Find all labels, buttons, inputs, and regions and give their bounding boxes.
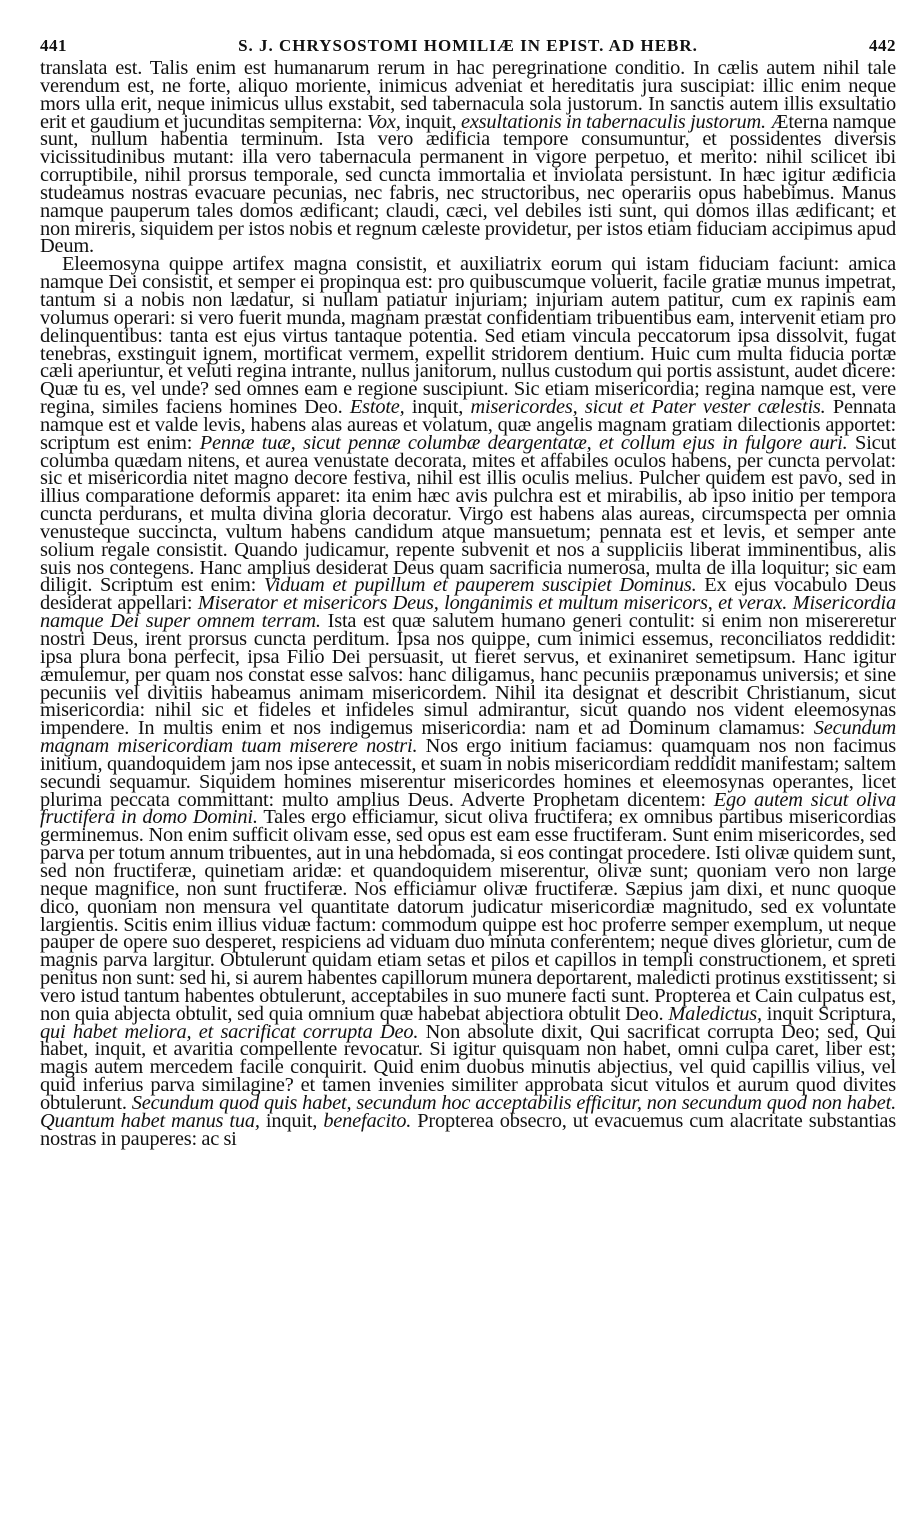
italic-quotation: Secundum quod quis habet, secundum hoc acceptabilis efficitur, non secundum quod non habet. Quantum habet manus tua, bbox=[40, 1091, 896, 1132]
running-title: S. J. CHRYSOSTOMI HOMILIÆ IN EPIST. AD HEBR. bbox=[238, 36, 698, 55]
italic-quotation: Estote, bbox=[349, 396, 405, 419]
text-run: Ex ejus vocabulo Deus desiderat appellari: bbox=[40, 574, 896, 615]
text-run: Sicut columba quædam nitens, et aurea venustate decorata, mites et affabiles oculos habens, per cuncta pervolat: sic et misericordia nitet magno decore festiva, nihil est illis oculis melius. Pulcher quidem est pavo, sed in illius comparatione deformis apparet: ita enim hæc avis pulchra est et mirabilis, ab ipso initio per tempora cuncta perdurans, et multa divina gloria decoratur. Virgo est habens alas aureas, circumspecta per omnia venusteque succincta, vultum habens candidum atque mansuetum; pennata est et levis, et semper ante solium regale consistit. Quando judicamur, repente subvenit et nos a suppliciis liberat imminentibus, alis suis nos contegens. Hanc amplius desiderat Deus quam sacrificia numerosa, multa de illa loquitur; sic eam diligit. Scriptum est enim: bbox=[40, 431, 896, 597]
text-run: inquit, bbox=[404, 396, 471, 419]
italic-quotation: Vox, bbox=[366, 110, 401, 133]
italic-quotation: qui habet meliora, et sacrificat corrupta Deo. bbox=[40, 1020, 419, 1043]
text-run: Æterna namque sunt, nullum habentia terminum. Ista vero ædificia tempore consumuntur, et possidentes diversis vicissitudinibus mutant: illa vero tabernacula permanent in vigore perpetuo, et merito: nihil scilicet ibi corruptibile, nihil prorsus temporale, sed cuncta immortalia et inviolata persistunt. In hæc igitur ædificia studeamus nostras evacuare pecunias, nec fabris, nec structoribus, nec operariis opus habebimus. Manus namque pauperum tales domos ædificant; claudi, cæci, vel debiles isti sunt, qui domos illas ædificant; et non mireris, siquidem per istos nobis et regnum cæleste providetur, per istos etiam fiduciam accipimus apud Deum. bbox=[40, 110, 896, 258]
italic-quotation: benefacito. bbox=[323, 1109, 412, 1132]
paragraph-1 bbox=[40, 57, 896, 258]
italic-quotation: Pennæ tuæ, sicut pennæ columbæ deargentatæ, et collum ejus in fulgore auri. bbox=[199, 431, 848, 454]
text-run: Propterea obsecro, ut evacuemus cum alacritate substantias nostras in pauperes: ac si bbox=[40, 1109, 896, 1150]
text-run: inquit, bbox=[259, 1109, 324, 1132]
running-header bbox=[40, 36, 896, 58]
text-run: Nos ergo initium faciamus: quamquam nos non facimus initium, quandoquidem jam nos ipse antecessit, et suam in nobis misericordiam reddidit manifestam; saltem secundi sequamur. Siquidem homines miserentur misericordes homines et eleemosynas operantes, licet plurima peccata committant: multo amplius Deus. Adverte Prophetam dicentem: bbox=[40, 735, 896, 811]
italic-quotation: Secundum magnam misericordiam tuam miserere nostri. bbox=[40, 717, 896, 758]
text-run: Ista est quæ salutem humano generi contulit: si enim non misereretur nostri Deus, irent prorsus cuncta perditum. Ipsa nos quippe, cum inimici essemus, reconciliatos reddidit: ipsa plura bona perfecit, ipsa Filio Dei persuasit, ut fieret servus, et exinaniret semetipsum. Hanc igitur æmulemur, per quam nos constat esse salvos: hanc diligamus, hanc pecuniis præponamus universis; et sine pecuniis vel divitiis habeamus animam misericordem. Nihil ita designat et describit Christianum, sicut misericordia: nihil sic et fideles et infideles simul admirantur, sicut quando nos vident eleemosynas impendere. In multis enim et nos indigemus misericordia: nam et ad Dominum clamamus: bbox=[40, 610, 896, 740]
text-run: Pennata namque est et valde levis, habens alas aureas et volatum, quæ angelis magnam gratiam dilectionis apportet: scriptum est enim: bbox=[40, 396, 897, 454]
body-text bbox=[40, 57, 897, 1150]
page-number-left: 441 bbox=[40, 36, 67, 55]
italic-quotation: misericordes, sicut et Pater vester cælestis. bbox=[470, 396, 826, 419]
text-run: Tales ergo efficiamur, sicut oliva fructifera; ex omnibus partibus misericordias germinemus. Non enim sufficit olivam esse, sed opus est eam esse fructiferam. Sunt enim misericordes, sed parva per totum annum tribuentes, aut in una hebdomada, si eos contingat procedere. Isti olivæ quidem sunt, sed non fructiferæ, quinetiam aridæ: et quandoquidem miserentur, olivæ sunt; quoniam vero non large neque magnifice, non sunt fructiferæ. Nos efficiamur olivæ fructiferæ. Sæpius jam dixi, et nunc quoque dico, quoniam non mensura vel quantitate datorum judicatur misericordiæ magnitudo, sed ex voluntate largientis. Scitis enim illius viduæ factum: commodum quippe est hoc proferre semper exemplum, ut neque pauper de opere suo desperet, respiciens ad viduam duo minuta conferentem; neque dives glorietur, cum de magnis parva largitur. Obtulerunt quidam etiam setas et pilos et capillos in templi constructionem, et spreti penitus non sunt: sed hi, si aurem habentes capillorum munera deportarent, maledicti protinus exstitissent; si vero istud tantum habentes obtulerunt, acceptabiles in suo munere facti sunt. Propterea et Cain culpatus est, non quia abjecta obtulit, sed quia omnium quæ habebat abjectiora obtulit Deo. bbox=[40, 806, 896, 1025]
italic-quotation: Ego autem sicut oliva fructifera in domo Domini. bbox=[40, 788, 896, 829]
text-run: Non absolute dixit, Qui sacrificat corrupta Deo; sed, Qui habet, inquit, et avaritia compellente revocatur. Si igitur quisquam non habet, omni culpa caret, liber est; magis autem mercedem facile conquirit. Quid enim duobus minutis abjectius, vel quid capillis vilius, vel quid inferius parva similagine? et tamen invenies similiter approbata sicut vitulos et aurum quod divites obtulerunt. bbox=[40, 1020, 896, 1114]
text-run: inquit Scriptura, bbox=[761, 1002, 896, 1025]
italic-quotation: exsultationis in tabernaculis justorum. bbox=[460, 110, 766, 133]
text-run: Eleemosyna quippe artifex magna consistit, et auxiliatrix eorum qui istam fiduciam faciunt: amica namque Dei consistit, et semper ei propinqua est: pro quibuscumque voluerit, facile gratiæ munus impetrat, tantum si a nobis non lædatur, si nullam patiatur injuriam; injuriam autem patitur, cum ex rapinis eam volumus operari: si vero fuerit munda, magnam præstat confidentiam tribuentibus eam, intervenit etiam pro delinquentibus: tanta est ejus virtus tantaque potentia. Sed etiam vincula peccatorum ipsa dissolvit, fugat tenebras, exstinguit ignem, mortificat vermem, expellit stridorem dentium. Huic cum multa fiducia portæ cæli aperiuntur, et veluti regina intrante, nullus janitorum, nullus custodum qui portis assistunt, audet dicere: Quæ tu es, vel unde? sed omnes eam e regione suscipiunt. Sic etiam misericordia; regina namque est, vere regina, similes faciens homines Deo. bbox=[40, 253, 896, 419]
text-run: translata est. Talis enim est humanarum rerum in hac peregrinatione conditio. In cælis autem nihil tale verendum est, ne forte, aliquo moriente, inimicus adveniat et hereditatis jura suscipiat: illic enim neque mors ulla erit, neque inimicus ullus exstabit, sed tabernacula sola justorum. In sanctis autem illis exsultatio erit et gaudium et jucunditas sempiterna: bbox=[40, 57, 896, 133]
italic-quotation: Viduam et pupillum et pauperem suscipiet Dominus. bbox=[263, 574, 697, 597]
page-number-right: 442 bbox=[868, 36, 896, 55]
text-run: inquit, bbox=[400, 110, 461, 133]
italic-quotation: Maledictus, bbox=[668, 1002, 762, 1025]
italic-quotation: Miserator et misericors Deus, longanimis et multum misericors, et verax. Misericordia namque Dei super omnem terram. bbox=[40, 592, 896, 633]
paragraph-2 bbox=[40, 253, 897, 1150]
